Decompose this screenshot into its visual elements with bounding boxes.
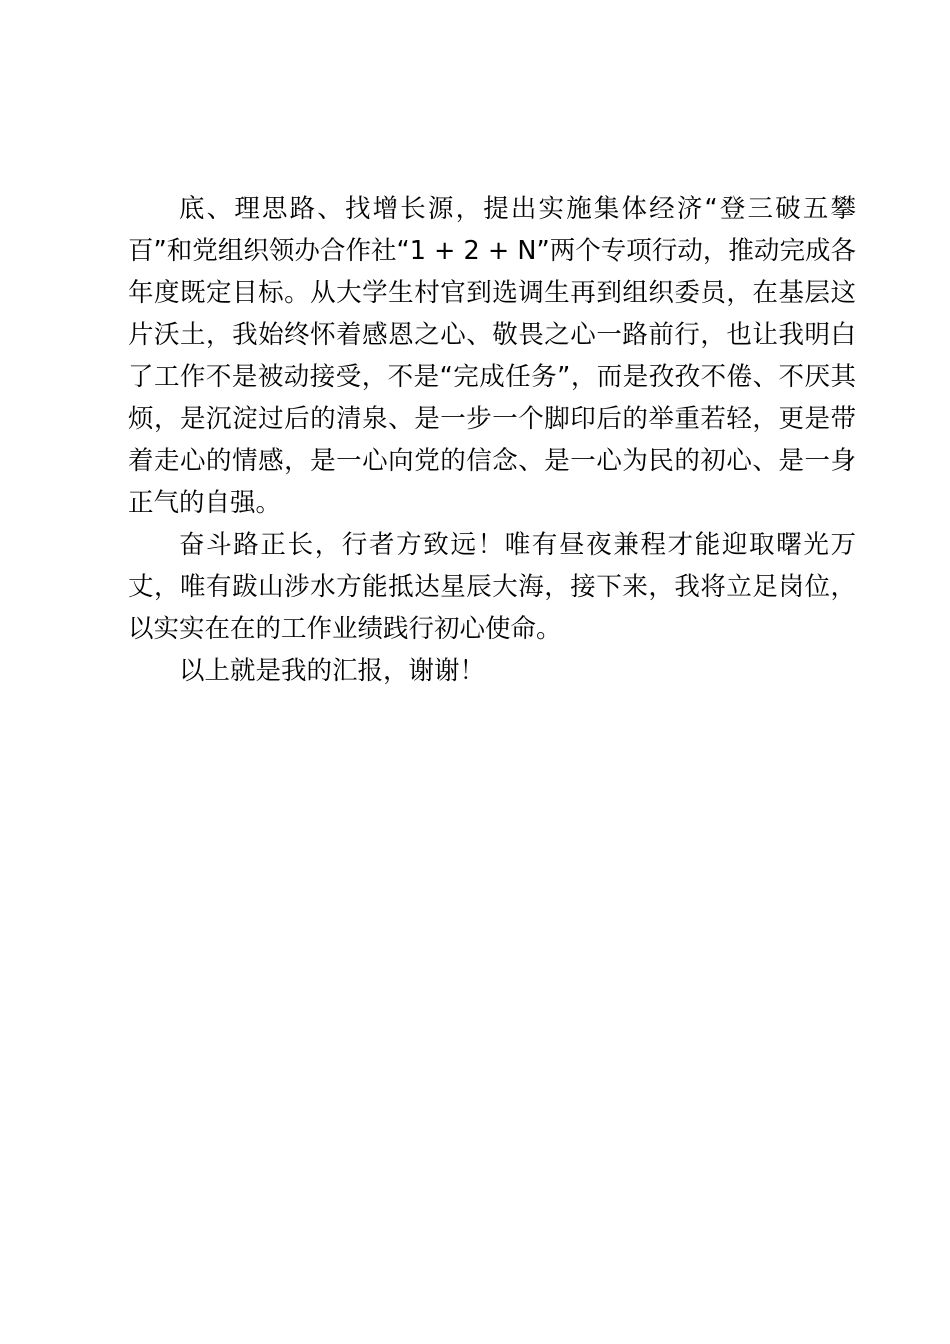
paragraph-2: 奋斗路正长，行者方致远！唯有昼夜兼程才能迎取曙光万丈，唯有跋山涉水方能抵达星辰大海，接下来，我将立足岗位，以实实在在的工作业绩践行初心使命。 bbox=[128, 530, 856, 644]
paragraph-3: 以上就是我的汇报，谢谢！ bbox=[179, 656, 486, 686]
document-body bbox=[128, 188, 856, 692]
paragraph-1: 底、理思路、找增长源，提出实施集体经济“登三破五攀百”和党组织领办合作社“1 + 2 + N”两个专项行动，推动完成各年度既定目标。从大学生村官到选调生再到组织委员，在基层这片沃土，我始终怀着感恩之心、敬畏之心一路前行，也让我明白了工作不是被动接受，不是“完成任务”，而是孜孜不倦、不厌其烦，是沉淀过后的清泉、是一步一个脚印后的举重若轻，更是带着走心的情感，是一心向党的信念、是一心为民的初心、是一身正气的自强。 bbox=[128, 194, 856, 518]
